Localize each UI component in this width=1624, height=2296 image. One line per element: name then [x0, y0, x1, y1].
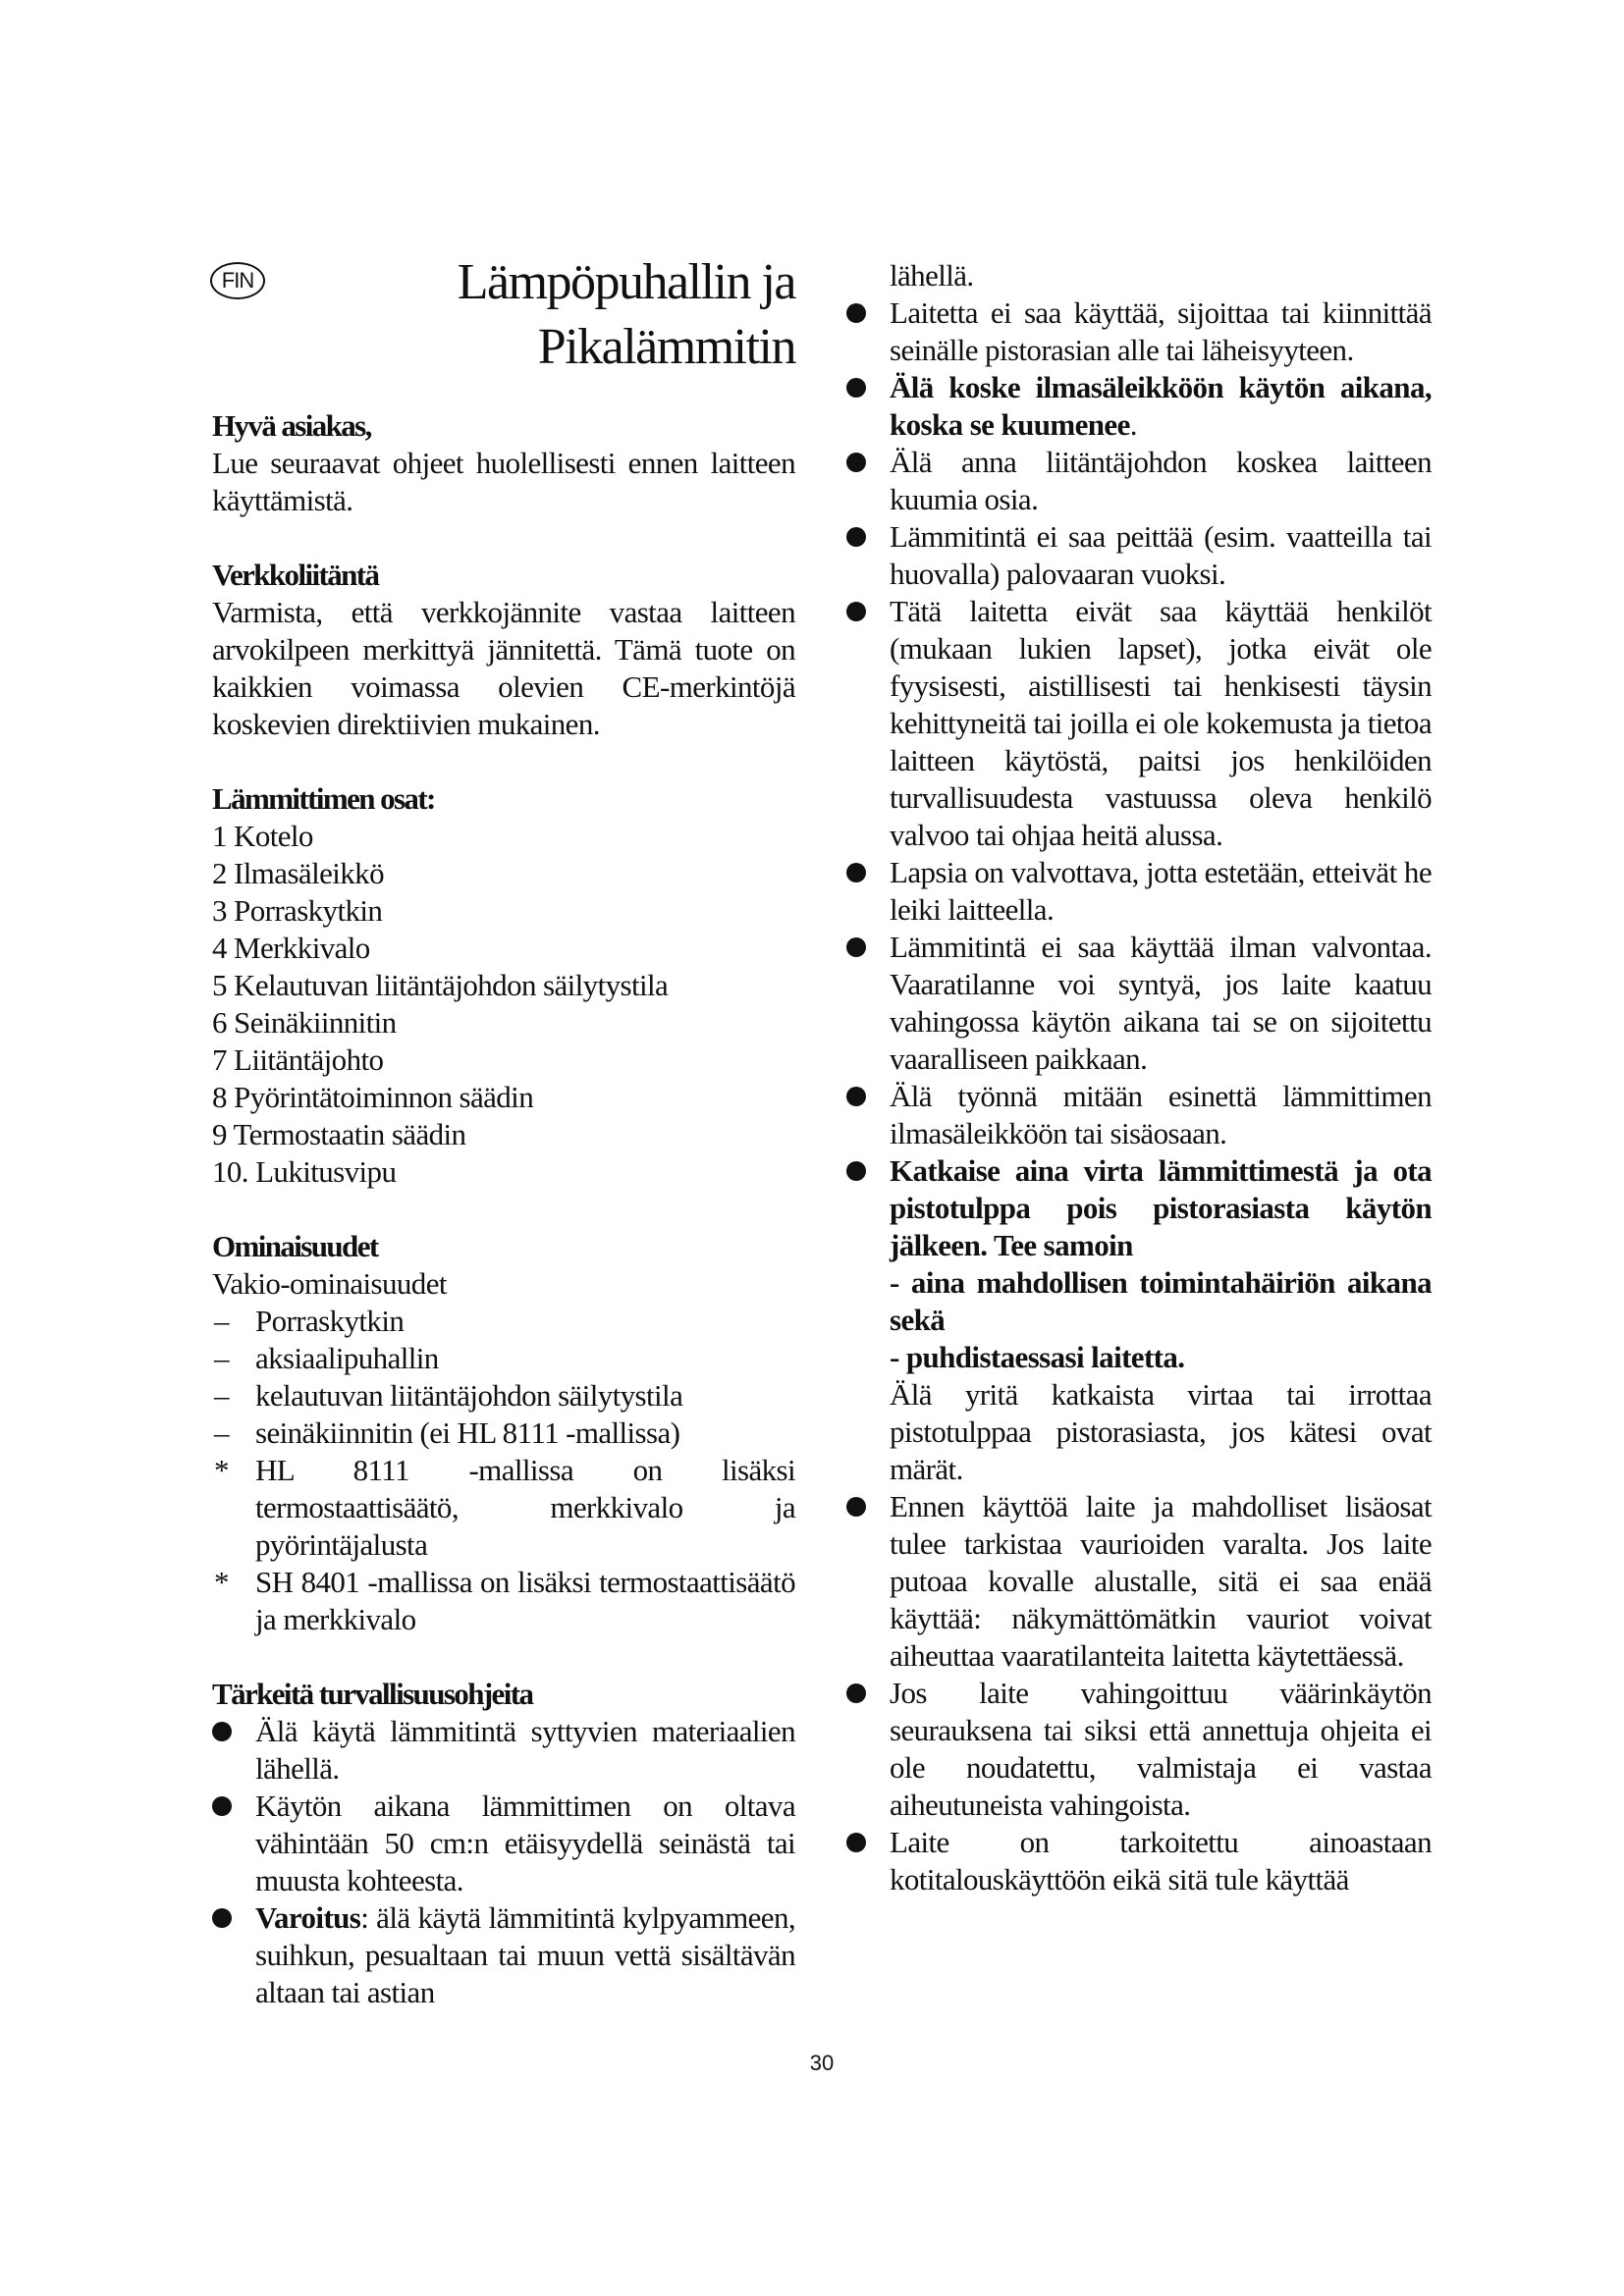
title-line-2: Pikalämmitin: [537, 319, 795, 375]
list-item: Jos laite vahingoittuu väärinkäytön seurauksena tai siksi että annettuja ohjeita ei ole noudatettu, valmistaja ei vastaa aiheutuneista vahingoista.: [846, 1675, 1432, 1824]
list-item: – Porraskytkin: [214, 1304, 405, 1338]
list-item: – kelautuvan liitäntäjohdon säilytystila: [214, 1378, 683, 1413]
greeting-text: Lue seuraavat ohjeet huolellisesti ennen laitteen käyttämistä.: [212, 446, 795, 517]
bullet-icon: [846, 937, 866, 957]
list-item: 3 Porraskytkin: [212, 893, 383, 928]
list-item: 10. Lukitusvipu: [212, 1154, 397, 1189]
sub-item: - aina mahdollisen toimintahäiriön aikana sekä: [890, 1265, 1432, 1337]
parts-list: [212, 818, 795, 1191]
bullet-icon: [846, 1833, 866, 1852]
bullet-icon: [846, 863, 866, 882]
safety-heading: Tärkeitä turvallisuusohjeita: [212, 1677, 533, 1711]
list-item: 6 Seinäkiinnitin: [212, 1005, 397, 1040]
list-item-continuation: lähellä.: [890, 258, 974, 293]
list-item: Lapsia on valvottava, jotta estetään, etteivät he leiki laitteella.: [846, 854, 1432, 929]
bullet-icon: [846, 527, 866, 547]
bullet-icon: [846, 1683, 866, 1703]
bullet-icon: [846, 378, 866, 398]
list-item: Älä koske ilmasäleikköön käytön aikana, koska se kuumenee.: [846, 369, 1432, 444]
safety-list-left: [212, 1713, 795, 2011]
right-column: [846, 257, 1432, 1898]
bullet-icon: [846, 602, 866, 621]
bullet-icon: [212, 1722, 232, 1741]
list-item: 8 Pyörintätoiminnon säädin: [212, 1080, 534, 1114]
left-column: [212, 407, 795, 2011]
list-item: – aksiaalipuhallin: [214, 1341, 439, 1375]
bullet-icon: [846, 453, 866, 472]
mains-heading: Verkkoliitäntä: [212, 558, 379, 592]
list-item: Älä työnnä mitään esinettä lämmittimen ilmasäleikköön tai sisäosaan.: [846, 1078, 1432, 1152]
list-item: * SH 8401 -mallissa on lisäksi termostaattisäätö ja merkkivalo: [214, 1565, 795, 1636]
parts-heading: Lämmittimen osat:: [212, 781, 435, 816]
list-item: – seinäkiinnitin (ei HL 8111 -mallissa): [214, 1415, 680, 1450]
list-item: Katkaise aina virta lämmittimestä ja ota pistotulppa pois pistorasiasta käytön jälkeen. Tee samoin - aina mahdollisen toimintahäiriön aikana sekä - puhdistaessasi laitetta. Älä yritä katkaista virtaa tai irrottaa pistotulppaa pistorasiasta, jos kätesi ovat märät.: [846, 1152, 1432, 1488]
list-item: 5 Kelautuvan liitäntäjohdon säilytystila: [212, 968, 669, 1002]
bullet-icon: [212, 1796, 232, 1816]
page-title: [334, 250, 795, 380]
list-item: Varoitus: älä käytä lämmitintä kylpyammeen, suihkun, pesualtaan tai muun vettä sisältävän altaan tai astian: [212, 1899, 795, 2011]
list-item: Ennen käyttöä laite ja mahdolliset lisäosat tulee tarkistaa vaurioiden varalta. Jos laite putoaa kovalle alustalle, sitä ei saa enää käyttää: näkymättömätkin vauriot voivat aiheuttaa vaaratilanteita laitetta käytettäessä.: [846, 1488, 1432, 1675]
title-line-1: Lämpöpuhallin ja: [457, 254, 795, 310]
list-item: Laitetta ei saa käyttää, sijoittaa tai kiinnittää seinälle pistorasian alle tai läheisyyteen.: [846, 294, 1432, 369]
bullet-icon: [846, 1087, 866, 1106]
bullet-icon: [846, 1161, 866, 1181]
sub-text: Älä yritä katkaista virtaa tai irrottaa pistotulppaa pistorasiasta, jos kätesi ovat märät.: [890, 1377, 1432, 1486]
list-item: Lämmitintä ei saa peittää (esim. vaatteilla tai huovalla) palovaaran vuoksi.: [846, 518, 1432, 593]
list-item: Älä käytä lämmitintä syttyvien materiaalien lähellä.: [212, 1713, 795, 1788]
list-item: Lämmitintä ei saa käyttää ilman valvontaa. Vaaratilanne voi syntyä, jos laite kaatuu vahingossa käytön aikana tai se on sijoitettu vaaralliseen paikkaan.: [846, 929, 1432, 1078]
sub-item: - puhdistaessasi laitetta.: [890, 1340, 1185, 1374]
greeting-heading: Hyvä asiakas,: [212, 408, 371, 443]
list-item: 9 Termostaatin säädin: [212, 1117, 466, 1151]
list-item: 4 Merkkivalo: [212, 931, 370, 965]
list-item: 1 Kotelo: [212, 819, 313, 853]
list-item: Tätä laitetta eivät saa käyttää henkilöt (mukaan lukien lapset), jotka eivät ole fyysisesti, aistillisesti tai henkisesti täysin kehittyneitä tai joilla ei ole kokemusta ja tietoa laitteen käytöstä, paitsi jos henkilöiden turvallisuudesta vastuussa oleva henkilö valvoo tai ohjaa heitä alussa.: [846, 593, 1432, 854]
bullet-icon: [846, 303, 866, 323]
safety-list-right: [846, 257, 1432, 1898]
list-item: Älä anna liitäntäjohdon koskea laitteen kuumia osia.: [846, 444, 1432, 518]
list-item: 7 Liitäntäjohto: [212, 1042, 384, 1077]
features-subheading: Vakio-ominaisuudet: [212, 1266, 447, 1301]
features-list: [212, 1303, 795, 1638]
page-number: 30: [809, 2051, 835, 2075]
list-item: Laite on tarkoitettu ainoastaan kotitalouskäyttöön eikä sitä tule käyttää: [846, 1824, 1432, 1898]
list-item: 2 Ilmasäleikkö: [212, 856, 384, 890]
list-item: * HL 8111 -mallissa on lisäksi termostaattisäätö, merkkivalo ja pyörintäjalusta: [214, 1453, 795, 1562]
mains-text: Varmista, että verkkojännite vastaa laitteen arvokilpeen merkittyä jännitettä. Tämä tuote on kaikkien voimassa olevien CE-merkintöjä koskevien direktiivien mukainen.: [212, 595, 795, 741]
language-badge: FIN: [210, 262, 265, 299]
list-item: Käytön aikana lämmittimen on oltava vähintään 50 cm:n etäisyydellä seinästä tai muusta kohteesta.: [212, 1788, 795, 1899]
features-heading: Ominaisuudet: [212, 1229, 378, 1263]
bullet-icon: [846, 1497, 866, 1517]
bullet-icon: [212, 1908, 232, 1928]
